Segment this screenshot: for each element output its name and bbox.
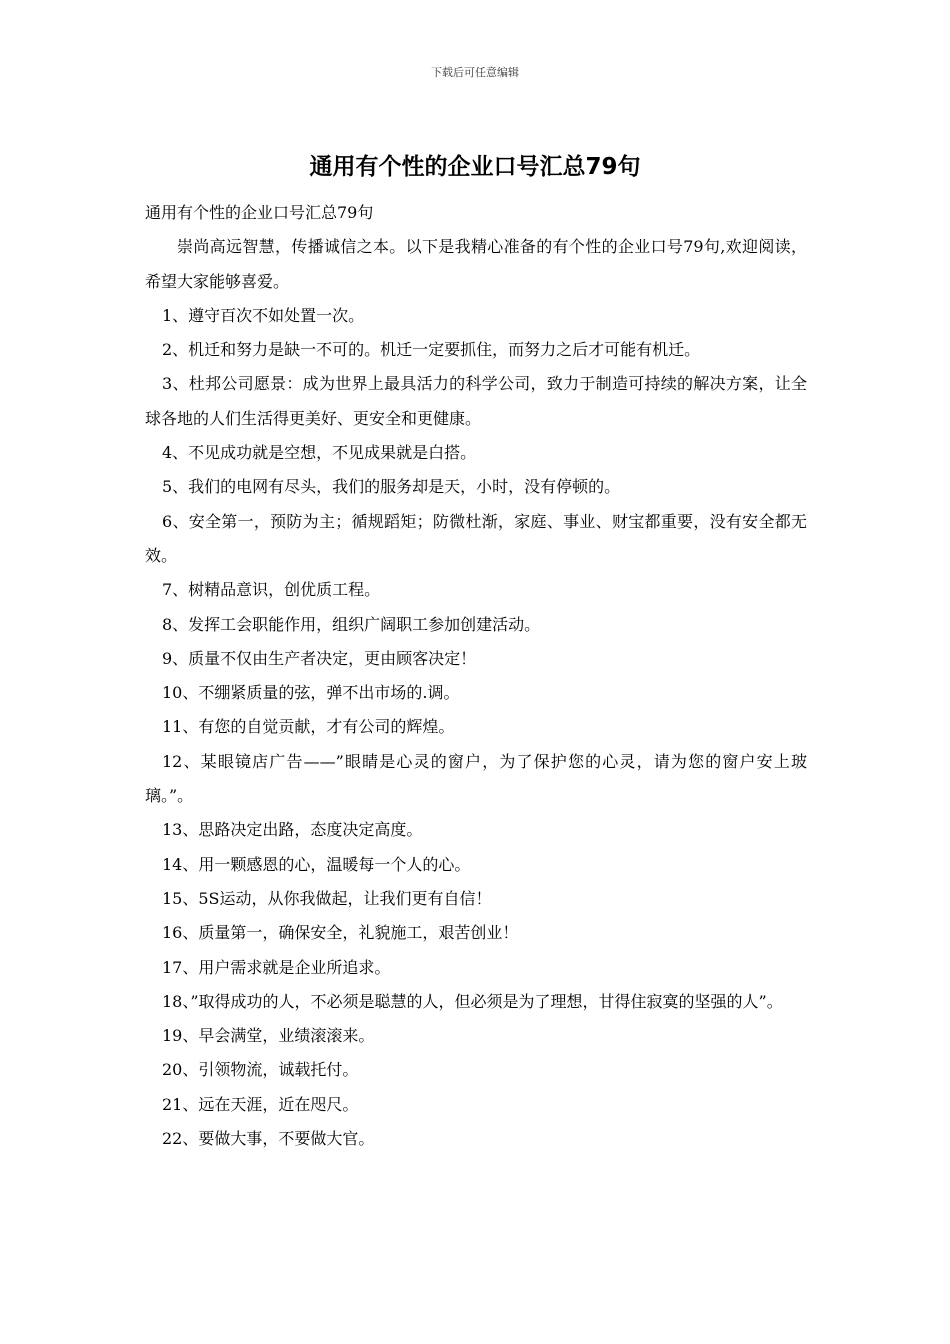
list-item: 17、用户需求就是企业所追求。 <box>162 957 391 977</box>
list-item: 18、”取得成功的人，不必须是聪慧的人，但必须是为了理想，甘得住寂寞的坚强的人”。 <box>162 991 783 1011</box>
list-item: 4、不见成功就是空想，不见成果就是白搭。 <box>162 443 477 463</box>
list-item: 5、我们的电网有尽头，我们的服务却是天，小时，没有停顿的。 <box>162 477 621 497</box>
list-item: 3、杜邦公司愿景：成为世界上最具活力的科学公司，致力于制造可持续的解决方案，让全球各地的人们生活得更美好、更安全和更健康。 <box>145 374 807 428</box>
list-item: 1、遵守百次不如处置一次。 <box>162 305 365 325</box>
header-note: 下载后可任意编辑 <box>431 66 519 79</box>
list-item: 12、某眼镜店广告——”眼睛是心灵的窗户，为了保护您的心灵，请为您的窗户安上玻璃。”。 <box>145 751 807 806</box>
list-item: 13、思路决定出路，态度决定高度。 <box>162 820 423 840</box>
list-item: 7、树精品意识，创优质工程。 <box>162 580 381 600</box>
list-item: 8、发挥工会职能作用，组织广阔职工参加创建活动。 <box>162 614 541 634</box>
list-item: 6、安全第一，预防为主；循规蹈矩；防微杜渐，家庭、事业、财宝都重要，没有安全都无效。 <box>145 511 807 565</box>
list-item: 15、5S运动，从你我做起，让我们更有自信！ <box>162 888 492 908</box>
list-item: 2、机迁和努力是缺一不可的。机迁一定要抓住，而努力之后才可能有机迁。 <box>162 340 701 360</box>
document-title: 通用有个性的企业口号汇总79句 <box>309 154 641 180</box>
subtitle-line: 通用有个性的企业口号汇总79句 <box>145 203 374 222</box>
list-item: 11、有您的自觉贡献，才有公司的辉煌。 <box>162 717 455 737</box>
list-item: 19、早会满堂，业绩滚滚来。 <box>162 1026 375 1046</box>
list-item: 21、远在天涯，近在咫尺。 <box>162 1094 359 1114</box>
list-item: 9、质量不仅由生产者决定，更由顾客决定！ <box>162 648 477 668</box>
intro-paragraph: 崇尚高远智慧，传播诚信之本。以下是我精心准备的有个性的企业口号79句,欢迎阅读，希望大家能够喜爱。 <box>145 237 807 291</box>
list-item: 22、要做大事，不要做大官。 <box>162 1129 375 1149</box>
list-item: 20、引领物流，诚载托付。 <box>162 1060 359 1080</box>
list-item: 16、质量第一，确保安全，礼貌施工，艰苦创业！ <box>162 923 519 943</box>
list-item: 14、用一颗感恩的心，温暖每一个人的心。 <box>162 854 471 874</box>
document-body <box>145 196 807 1156</box>
list-item: 10、不绷紧质量的弦，弹不出市场的.调。 <box>162 683 460 703</box>
